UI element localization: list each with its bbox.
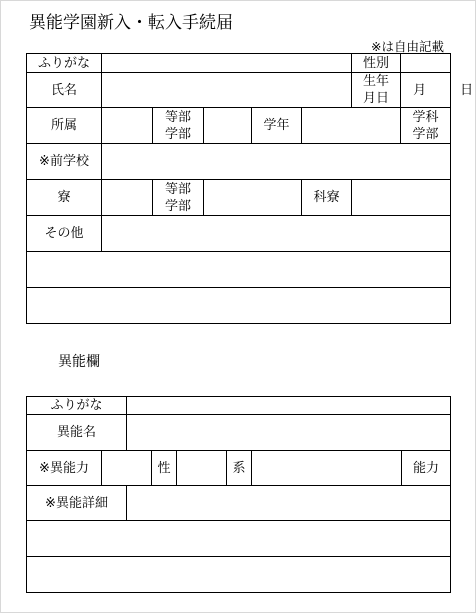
furigana-field[interactable] [102,54,352,73]
grade-field[interactable] [302,108,401,144]
free-entry-note: ※は自由記載 [371,39,444,54]
ability-nature-field[interactable] [177,451,227,486]
other-label: その他 [27,216,102,252]
name-field[interactable] [102,73,352,108]
other-extra-line-1[interactable] [27,252,451,288]
course-dormitory-field[interactable] [352,180,451,216]
gender-label: 性別 [352,54,401,73]
ability-type-label: 系 [227,451,252,486]
ability-furigana-label: ふりがな [27,397,127,415]
dormitory-division-label: 等部 学部 [153,180,204,216]
ability-details-extra-line-2[interactable] [27,557,451,593]
ability-power-label: ※異能力 [27,451,102,486]
ability-details-extra-line-1[interactable] [27,521,451,557]
previous-school-label: ※前学校 [27,144,102,180]
previous-school-field[interactable] [102,144,451,180]
dormitory-level-field[interactable] [102,180,153,216]
furigana-label: ふりがな [27,54,102,73]
dormitory-division-field[interactable] [204,180,302,216]
birthdate-label: 生年 月日 [352,73,401,108]
ability-section-title: 異能欄 [58,354,100,370]
birthdate-field[interactable] [401,73,474,108]
dormitory-label: 寮 [27,180,102,216]
course-dormitory-label: 科寮 [302,180,352,216]
ability-type-field[interactable] [252,451,402,486]
day-label: 日 [460,82,474,98]
other-field[interactable] [102,216,451,252]
division-label: 等部 学部 [153,108,204,144]
ability-nature-label: 性 [152,451,177,486]
ability-name-label: 異能名 [27,415,127,451]
name-label: 氏名 [27,73,102,108]
gender-field[interactable] [401,54,451,73]
ability-capacity-label: 能力 [402,451,451,486]
ability-details-label: ※異能詳細 [27,486,127,521]
department-label: 学科 学部 [401,108,451,144]
ability-table [26,396,451,593]
grade-label: 学年 [252,108,302,144]
ability-name-field[interactable] [127,415,451,451]
page-title: 異能学園新入・転入手続届 [29,13,233,33]
affiliation-label: 所属 [27,108,102,144]
division-field[interactable] [204,108,252,144]
affiliation-level-field[interactable] [102,108,153,144]
ability-details-field[interactable] [127,486,451,521]
ability-power-field[interactable] [102,451,152,486]
student-registration-table [26,53,474,324]
ability-furigana-field[interactable] [127,397,451,415]
month-label: 月 [413,82,427,98]
other-extra-line-2[interactable] [27,288,451,324]
